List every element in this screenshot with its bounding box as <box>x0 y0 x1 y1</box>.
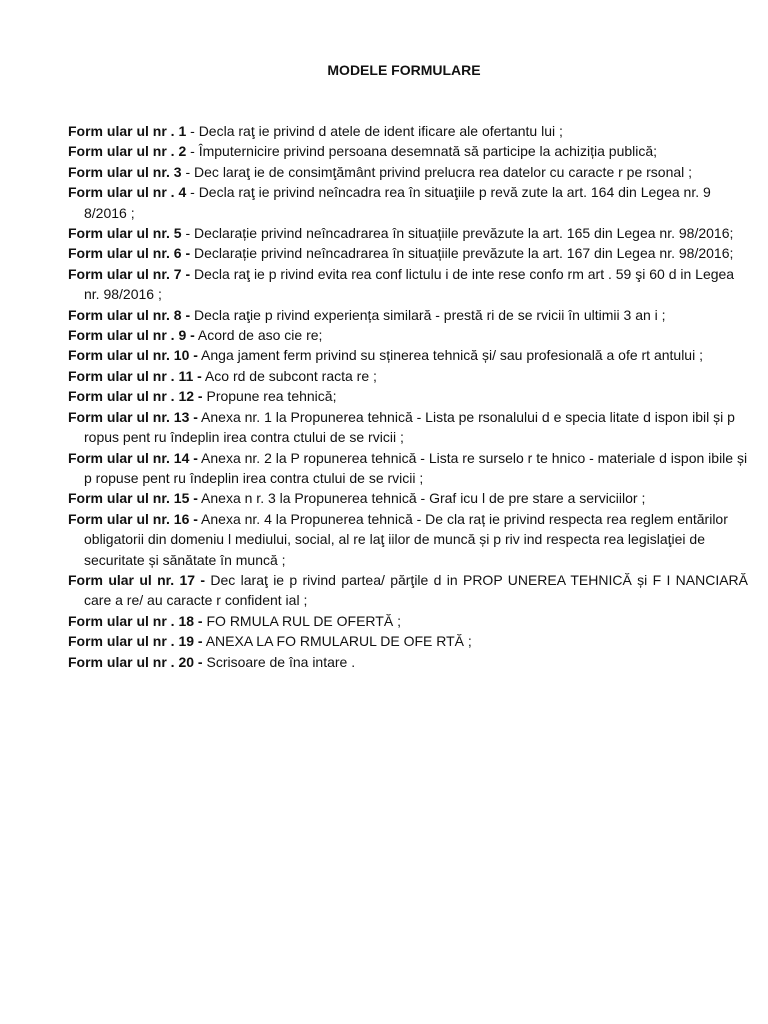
form-description: Decla raţ ie p rivind evita rea conf lictulu i de inte rese confo rm art . 59 şi 60 d in Legea nr. 98/2016 ; <box>84 265 735 303</box>
list-item <box>68 264 748 305</box>
form-number-label: Form ular ul nr. 13 - <box>68 408 198 425</box>
list-item <box>68 488 748 508</box>
form-description: Scrisoare de îna intare . <box>202 653 356 670</box>
form-number-label: Form ular ul nr. 3 <box>68 163 182 180</box>
list-item <box>68 305 748 325</box>
list-item <box>68 652 748 672</box>
form-description: FO RMULA RUL DE OFERTĂ ; <box>202 612 401 629</box>
list-item <box>68 631 748 651</box>
list-item <box>68 366 748 386</box>
list-item <box>68 448 748 489</box>
list-item <box>68 325 748 345</box>
form-description: - Decla raţ ie privind neîncadra rea în situaţiile p revă zute la art. 164 din Legea nr. 9 8/2016 ; <box>84 184 711 221</box>
form-description: Declarație privind neîncadrarea în situațiile prevăzute la art. 167 din Legea nr. 98/2016; <box>190 245 734 262</box>
form-number-label: Form ular ul nr. 6 - <box>68 245 191 262</box>
form-list <box>68 121 748 672</box>
form-number-label: Form ular ul nr . 2 <box>68 143 187 160</box>
form-description: Anexa nr. 1 la Propunerea tehnică - Lista pe rsonalului d e specia litate d ispon ibil și p ropus pent ru îndeplin irea contra ctului de se rvicii ; <box>84 408 735 446</box>
list-item <box>68 386 748 406</box>
form-number-label: Form ular ul nr. 5 <box>68 225 182 242</box>
form-description: Anexa n r. 3 la Propunerea tehnică - Graf icu l de pre stare a serviciilor ; <box>197 490 646 507</box>
form-description: ANEXA LA FO RMULARUL DE OFE RTĂ ; <box>202 633 472 650</box>
form-number-label: Form ular ul nr . 4 <box>68 184 187 201</box>
form-number-label: Form ular ul nr . 11 - <box>68 367 202 384</box>
form-number-label: Form ular ul nr. 10 - <box>68 347 198 364</box>
form-number-label: Form ular ul nr. 17 - <box>68 571 206 588</box>
form-number-label: Form ular ul nr . 12 - <box>68 388 203 405</box>
form-description: Dec laraţ ie p rivind partea/ părţile d in PROP UNEREA TEHNICĂ și F I NANCIARĂ care a re/ au caracte r confident ial ; <box>84 571 748 609</box>
form-description: Anga jament ferm privind su sținerea tehnică și/ sau profesională a ofe rt antului ; <box>197 347 703 364</box>
form-number-label: Form ular ul nr. 8 - <box>68 306 191 323</box>
form-number-label: Form ular ul nr . 9 - <box>68 327 195 344</box>
form-number-label: Form ular ul nr. 7 - <box>68 265 191 282</box>
list-item <box>68 509 748 570</box>
form-description: Anexa nr. 4 la Propunerea tehnică - De cla raț ie privind respecta rea reglem entărilor obligatorii din domeniu l mediului, social, al re laţ iilor de muncă și p riv ind respecta rea legislaţiei de securitate și sănătate în muncă ; <box>84 510 728 568</box>
form-number-label: Form ular ul nr. 15 - <box>68 490 198 507</box>
page-title: MODELE FORMULARE <box>327 62 481 78</box>
form-description: - Împuternicire privind persoana desemnată să participe la achiziția publică; <box>186 143 658 160</box>
form-number-label: Form ular ul nr . 20 - <box>68 653 203 670</box>
form-number-label: Form ular ul nr . 19 - <box>68 633 203 650</box>
list-item <box>68 223 748 243</box>
list-item <box>68 345 748 365</box>
form-description: - Declarație privind neîncadrarea în situațiile prevăzute la art. 165 din Legea nr. 98/2016; <box>181 225 734 242</box>
form-description: Propune rea tehnică; <box>202 388 337 405</box>
form-description: Acord de aso cie re; <box>194 327 323 344</box>
list-item <box>68 121 748 141</box>
list-item <box>68 141 748 161</box>
list-item <box>68 407 748 448</box>
list-item <box>68 182 748 223</box>
form-number-label: Form ular ul nr . 1 <box>68 123 187 139</box>
form-number-label: Form ular ul nr. 14 - <box>68 449 198 466</box>
form-description: Decla raţie p rivind experiența similară - prestă ri de se rvicii în ultimii 3 an i ; <box>190 306 666 323</box>
list-item <box>68 243 748 263</box>
form-description: Anexa nr. 2 la P ropunerea tehnică - Lista re surselo r te hnico - materiale d ispon ibile și p ropuse pent ru îndeplin irea contra ctului de se rvicii ; <box>84 449 748 486</box>
form-description: - Decla raţ ie privind d atele de ident ificare ale ofertantu lui ; <box>186 123 563 139</box>
form-description: - Dec laraţ ie de consimţământ privind prelucra rea datelor cu caracte r pe rsonal ; <box>181 163 693 180</box>
list-item <box>68 611 748 631</box>
form-number-label: Form ular ul nr . 18 - <box>68 612 203 629</box>
form-description: Aco rd de subcont racta re ; <box>201 367 377 384</box>
list-item <box>68 162 748 182</box>
list-item <box>68 570 748 611</box>
form-number-label: Form ular ul nr. 16 - <box>68 510 198 527</box>
